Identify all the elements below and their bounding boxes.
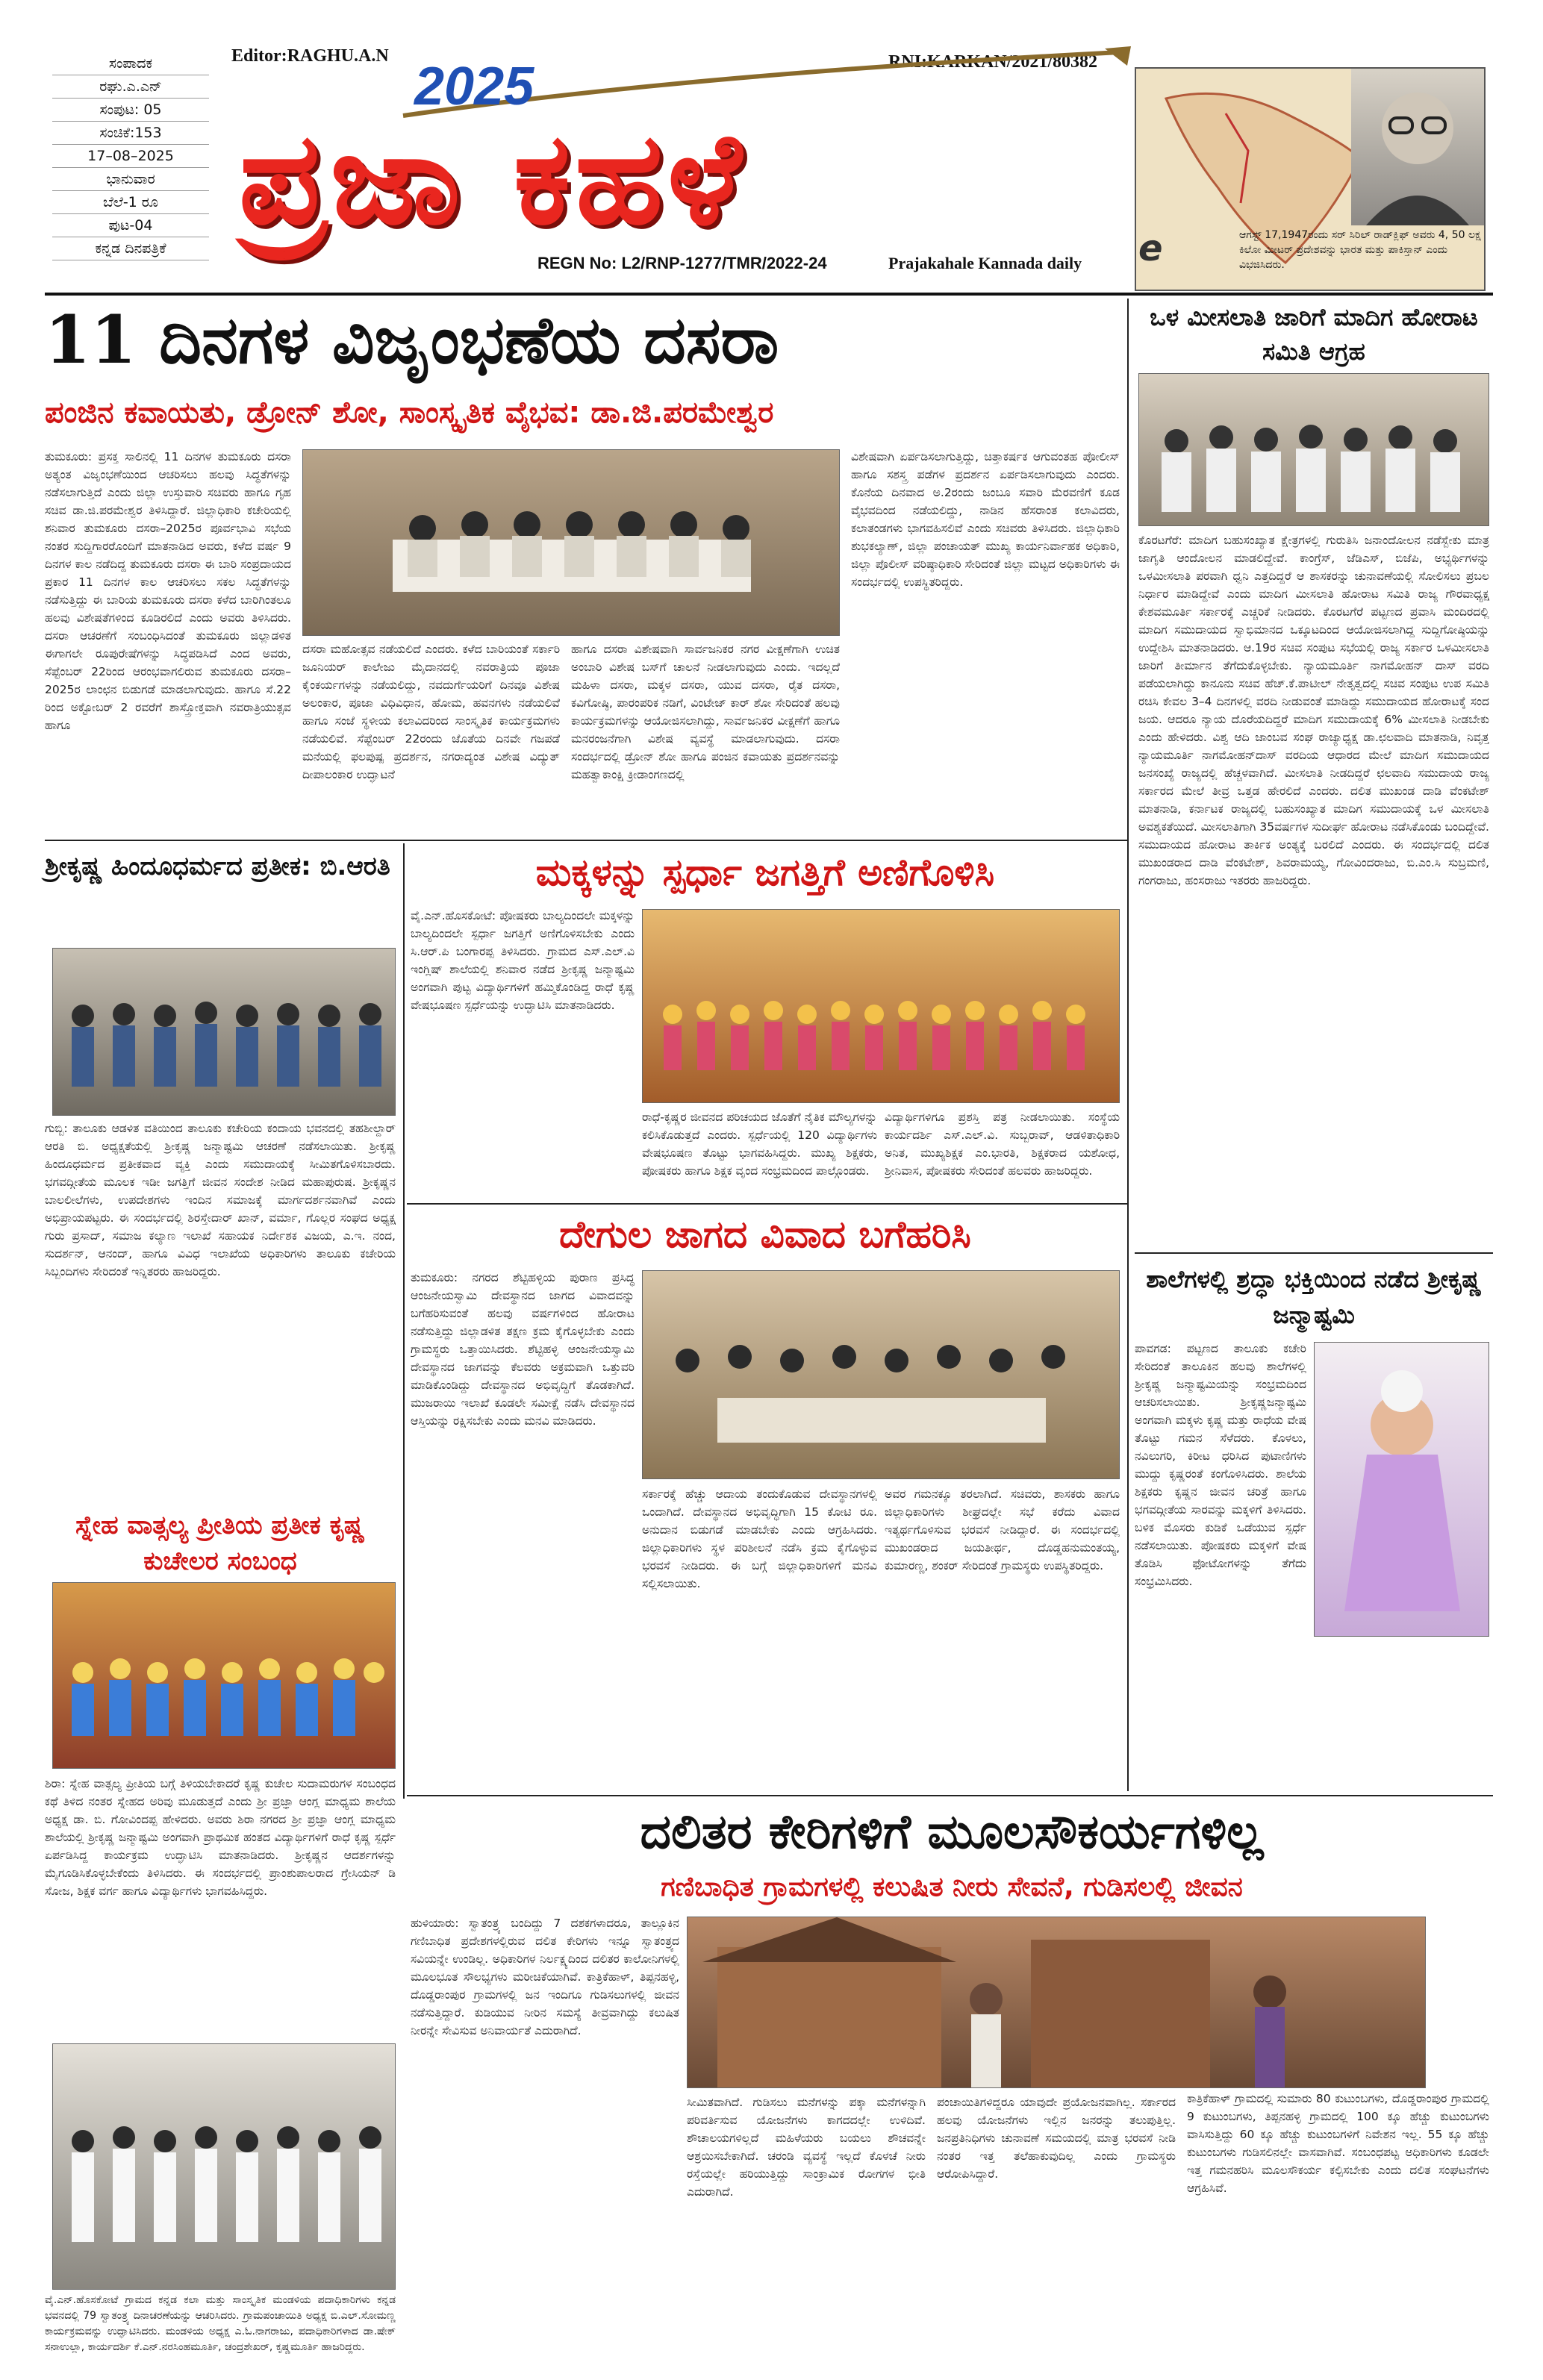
- lead-subhead: ಪಂಜಿನ ಕವಾಯತು, ಡ್ರೋನ್ ಶೋ, ಸಾಂಸ್ಕೃತಿಕ ವೈಭವ: ಡಾ.ಜಿ.ಪರಮೇಶ್ವರ: [45, 396, 774, 430]
- lead-headline: 11 ದಿನಗಳ ವಿಜೃಂಭಣೆಯ ದಸರಾ: [45, 301, 779, 378]
- dalit-col1: ಹುಳಿಯಾರು: ಸ್ವಾತಂತ್ರ್ಯ ಬಂದಿದ್ದು 7 ದಶಕಗಳಾದರೂ, ತಾಲ್ಲೂಕಿನ ಗಣಿಬಾಧಿತ ಪ್ರದೇಶಗಳಲ್ಲಿರುವ ದಲಿತ ಕೇರಿಗಳು ಇನ್ನೂ ಸ್ವಾತಂತ್ರ್ಯದ ಸವಿಯನ್ನೇ ಉಂಡಿಲ್ಲ. ಅಧಿಕಾರಿಗಳ ನಿರ್ಲಕ್ಷ್ಯದಿಂದ ದಲಿತರ ಕಾಲೋನಿಗಳಲ್ಲಿ ಮೂಲಭೂತ ಸೌಲಭ್ಯಗಳು ಮರೀಚಿಕೆಯಾಗಿವೆ. ಕಾತ್ರಿಕೆಹಾಳ್, ತಿಪ್ಪನಹಳ್ಳಿ, ದೊಡ್ಡರಾಂಪುರ ಗ್ರಾಮಗಳಲ್ಲಿ ಜನ ಇಂದಿಗೂ ಗುಡಿಸಲುಗಳಲ್ಲಿ ಜೀವನ ನಡೆಸುತ್ತಿದ್ದಾರೆ. ಕುಡಿಯುವ ನೀರಿನ ಸಮಸ್ಯೆ ತೀವ್ರವಾಗಿದ್ದು ಕಲುಷಿತ ನೀರನ್ನೇ ಸೇವಿಸುವ ಅನಿವಾರ್ಯತೆ ಎದುರಾಗಿದೆ.: [411, 1917, 679, 2037]
- kids-col2: ರಾಧೆ-ಕೃಷ್ಣರ ಜೀವನದ ಪರಿಚಯದ ಜೊತೆಗೆ ನೈತಿಕ ಮೌಲ್ಯಗಳನ್ನು ಕಲಿಸಿಕೊಡುತ್ತದೆ ಎಂದರು. ಸ್ಪರ್ಧೆಯಲ್ಲಿ 120 ವಿದ್ಯಾರ್ಥಿಗಳು ವೇಷಭೂಷಣ ತೊಟ್ಟು ಭಾಗವಹಿಸಿದ್ದರು. ಮುಖ್ಯ ಶಿಕ್ಷಕರು, ಪೋಷಕರು ಹಾಗೂ ಶಿಕ್ಷಕ ವೃಂದ ಸಂಭ್ರಮದಿಂದ ಪಾಲ್ಗೊಂಡರು.: [642, 1111, 877, 1178]
- group-illustration: [1139, 374, 1489, 526]
- meeting-photo: [302, 449, 840, 636]
- meta-line: ಪುಟ-04: [52, 214, 209, 237]
- lead-col3: ಹಾಗೂ ದಸರಾ ವಿಶೇಷವಾಗಿ ಸಾರ್ವಜನಿಕರ ನಗರ ವೀಕ್ಷಣೆಗಾಗಿ ಉಚಿತ ಅಂಬಾರಿ ವಿಶೇಷ ಬಸ್‌ಗೆ ಚಾಲನೆ ನೀಡಲಾಗುವುದು ಎಂದು. ಇದಲ್ಲದೆ ಮಹಿಳಾ ದಸರಾ, ಮಕ್ಕಳ ದಸರಾ, ಯುವ ದಸರಾ, ರೈತ ದಸರಾ, ಕವಿಗೋಷ್ಠಿ, ಪಾರಂಪರಿಕ ನಡಿಗೆ, ವಿಂಟೇಜ್ ಕಾರ್ ಶೋ ಸೇರಿದಂತೆ ಹಲವು ಕಾರ್ಯಕ್ರಮಗಳನ್ನು ಆಯೋಜಿಸಲಾಗಿದ್ದು, ಸಾರ್ವಜನಿಕರ ವೀಕ್ಷಣೆಗೆ ಹಾಗೂ ಮನರಂಜನೆಗಾಗಿ ವಿಶೇಷ ವ್ಯವಸ್ಥೆ ಮಾಡಲಾಗುವುದು. ದಸರಾ ಸಂದರ್ಭದಲ್ಲಿ ಡ್ರೋನ್ ಶೋ ಹಾಗೂ ಪಂಜಿನ ಕವಾಯತು ಪ್ರದರ್ಶನವನ್ನು ಮಹತ್ವಾಕಾಂಕ್ಷಿ ಕ್ರೀಡಾಂಗಣದಲ್ಲಿ: [571, 643, 840, 781]
- child-krishna-photo: [1314, 1342, 1489, 1637]
- column-divider: [1127, 299, 1129, 1791]
- friendship-headline: ಸ್ನೇಹ ವಾತ್ಸಲ್ಯ ಪ್ರೀತಿಯ ಪ್ರತೀಕ ಕೃಷ್ಣ ಕುಚೇಲರ ಸಂಬಂಧ: [75, 1511, 365, 1576]
- event-illustration: [53, 949, 396, 1116]
- school-stage-photo: [52, 1582, 396, 1769]
- aarati-body: ಗುಬ್ಬಿ: ತಾಲೂಕು ಆಡಳಿತ ವತಿಯಿಂದ ತಾಲೂಕು ಕಚೇರಿಯ ಕಂದಾಯ ಭವನದಲ್ಲಿ ತಹಶೀಲ್ದಾರ್ ಆರತಿ ಬಿ. ಅಧ್ಯಕ್ಷತೆಯಲ್ಲಿ ಶ್ರೀಕೃಷ್ಣ ಜನ್ಮಾಷ್ಟಮಿ ಆಚರಣೆ ನಡೆಸಲಾಯಿತು. ಶ್ರೀಕೃಷ್ಣ ಹಿಂದೂಧರ್ಮದ ಪ್ರತೀಕವಾದ ವ್ಯಕ್ತಿ ಎಂದು ಸಮುದಾಯಕ್ಕೆ ಸೀಮಿತಗೊಳಿಸಬಾರದು. ಭಗವದ್ಗೀತೆಯ ಮೂಲಕ ಇಡೀ ಜಗತ್ತಿಗೆ ಜೀವನ ಸಂದೇಶ ನೀಡಿದ ಮಹಾಪುರುಷ. ಶ್ರೀಕೃಷ್ಣನ ಬಾಲಲೀಲೆಗಳು, ಉಪದೇಶಗಳು ಇಂದಿನ ಸಮಾಜಕ್ಕೆ ಮಾರ್ಗದರ್ಶನವಾಗಿವೆ ಎಂದು ಅಭಿಪ್ರಾಯಪಟ್ಟರು. ಈ ಸಂದರ್ಭದಲ್ಲಿ ಶಿರಸ್ತೇದಾರ್ ಖಾನ್, ವರ್ಮಾ, ಗೊಲ್ಲರ ಸಂಘದ ಅಧ್ಯಕ್ಷ ಗುರು ಪ್ರಸಾದ್, ಸಮಾಜ ಕಲ್ಯಾಣ ಇಲಾಖೆ ಸಹಾಯಕ ನಿರ್ದೇಶಕ ವಿಜಯ, ಎ.ಇ. ನಂದ, ಸುದರ್ಶನ್, ಆನಂದ್, ಹಾಗೂ ವಿವಿಧ ಇಲಾಖೆಯ ಅಧಿಕಾರಿಗಳು ತಾಲೂಕು ಕಚೇರಿಯ ಸಿಬ್ಬಂದಿಗಳು ಸೇರಿದಂತೆ ಇನ್ನಿತರರು ಹಾಜರಿದ್ದರು.: [45, 1122, 396, 1278]
- e-logo-icon: e: [1138, 228, 1163, 269]
- lead-photo-caption: ದಸರಾ ಮಹೋತ್ಸವ ನಡೆಯಲಿದೆ ಎಂದರು. ಕಳೆದ ಬಾರಿಯಂತೆ ಸರ್ಕಾರಿ ಜೂನಿಯರ್ ಕಾಲೇಜು ಮೈದಾನದಲ್ಲಿ ನವರಾತ್ರಿಯ ಪೂಜಾ ಕೈಂಕರ್ಯಗಳನ್ನು ನಡೆಯಲಿದ್ದು, ನವದುರ್ಗೆಯರಿಗೆ ದಿನವೂ ವಿಶೇಷ ಅಲಂಕಾರ, ಪೂಜಾ ವಿಧಿವಿಧಾನ, ಹೋಮ, ಹವನಗಳು ನಡೆಯಲಿವೆ ಹಾಗೂ ಸಂಜೆ ಸ್ಥಳೀಯ ಕಲಾವಿದರಿಂದ ಸಾಂಸ್ಕೃತಿಕ ಕಾರ್ಯಕ್ರಮಗಳು ನಡೆಯಲಿವೆ. ಸೆಪ್ಟೆಂಬರ್ 22ರಂದು ಜೊತೆಯ ದಿನವೇ ಗಜಪಡೆ ಮನೆಯಲ್ಲಿ ಫಲಪುಷ್ಪ ಪ್ರದರ್ಶನ, ನಗರಾದ್ಯಂತ ವಿಶೇಷ ವಿದ್ಯುತ್ ದೀಪಾಲಂಕಾರ ಉದ್ಘಾಟನೆ: [302, 643, 560, 781]
- dalit-col4: ಕಾತ್ರಿಕೆಹಾಳ್ ಗ್ರಾಮದಲ್ಲಿ ಸುಮಾರು 80 ಕುಟುಂಬಗಳು, ದೊಡ್ಡರಾಂಪುರ ಗ್ರಾಮದಲ್ಲಿ 9 ಕುಟುಂಬಗಳು, ತಿಪ್ಪನಹಳ್ಳಿ ಗ್ರಾಮದಲ್ಲಿ 100 ಕ್ಕೂ ಹೆಚ್ಚು ಕುಟುಂಬಗಳು ವಾಸಿಸುತ್ತಿದ್ದು 60 ಕ್ಕೂ ಹೆಚ್ಚು ಕುಟುಂಬಗಳಿಗೆ ನಿವೇಶನ ಇಲ್ಲ. 55 ಕ್ಕೂ ಹೆಚ್ಚು ಕುಟುಂಬಗಳು ಗುಡಿಸಲಿನಲ್ಲೇ ವಾಸವಾಗಿವೆ. ಸಂಬಂಧಪಟ್ಟ ಅಧಿಕಾರಿಗಳು ಕೂಡಲೇ ಇತ್ತ ಗಮನಹರಿಸಿ ಮೂಲಸೌಕರ್ಯ ಕಲ್ಪಿಸಬೇಕು ಎಂದು ದಲಿತ ಸಂಘಟನೆಗಳು ಆಗ್ರಹಿಸಿವೆ.: [1187, 2092, 1489, 2195]
- portrait-illustration: [1351, 69, 1484, 225]
- krishna-event-photo: [52, 948, 396, 1116]
- dalit-subhead: ಗಣಿಬಾಧಿತ ಗ್ರಾಮಗಳಲ್ಲಿ ಕಲುಷಿತ ನೀರು ಸೇವನೆ, ಗುಡಿಸಲಲ್ಲಿ ಜೀವನ: [661, 1872, 1243, 1902]
- stage-illustration: [53, 1583, 396, 1769]
- rni-number: RNI:KARKAN/2021/80382: [888, 52, 1097, 72]
- meeting-illustration: [303, 450, 840, 636]
- registration-number: REGN No: L2/RNP-1277/TMR/2022-24: [537, 254, 827, 272]
- lead-col4: ವಿಶೇಷವಾಗಿ ಏರ್ಪಡಿಸಲಾಗುತ್ತಿದ್ದು, ಚಿತ್ತಾಕರ್ಷಕ ಆಗುವಂತಹ ಪೋಲೀಸ್ ಹಾಗೂ ಸಶಸ್ತ್ರ ಪಡೆಗಳ ಪ್ರದರ್ಶನ ಏರ್ಪಡಿಸಲಾಗುವುದು ಎಂದರು. ಕೊನೆಯ ದಿನವಾದ ಅ.2ರಂದು ಜಂಬೂ ಸವಾರಿ ಮೆರವಣಿಗೆ ಕೂಡ ವೈಭವದಿಂದ ನಡೆಯಲಿದ್ದು, ನಾಡಿನ ಹೆಸರಾಂತ ಕಲಾವಿದರು, ಕಲಾತಂಡಗಳು ಭಾಗವಹಿಸಲಿವೆ ಎಂದು ಸಚಿವರು ತಿಳಿಸಿದರು. ಜಿಲ್ಲಾಧಿಕಾರಿ ಶುಭಕಲ್ಯಾಣ್, ಜಿಲ್ಲಾ ಪಂಚಾಯತ್ ಮುಖ್ಯ ಕಾರ್ಯನಿರ್ವಾಹಕ ಅಧಿಕಾರಿ, ಜಿಲ್ಲಾ ಪೊಲೀಸ್ ವರಿಷ್ಠಾಧಿಕಾರಿ ಸೇರಿದಂತೆ ಜಿಲ್ಲಾ ಮಟ್ಟದ ಅಧಿಕಾರಿಗಳು ಈ ಸಂದರ್ಭದಲ್ಲಿ ಉಪಸ್ಥಿತರಿದ್ದರು.: [851, 450, 1120, 589]
- kids-col1: ವೈ.ಎನ್.ಹೊಸಕೋಟೆ: ಪೋಷಕರು ಬಾಲ್ಯದಿಂದಲೇ ಮಕ್ಕಳನ್ನು ಬಾಲ್ಯದಿಂದಲೇ ಸ್ಪರ್ಧಾ ಜಗತ್ತಿಗೆ ಅಣಿಗೊಳಿಸಬೇಕು ಎಂದು ಸಿ.ಆರ್.ಪಿ ಬಂಗಾರಪ್ಪ ತಿಳಿಸಿದರು. ಗ್ರಾಮದ ಎಸ್.ಎಲ್.ವಿ ಇಂಗ್ಲಿಷ್ ಶಾಲೆಯಲ್ಲಿ ಶನಿವಾರ ನಡೆದ ಶ್ರೀಕೃಷ್ಣ ಜನ್ಮಾಷ್ಟಮಿ ಅಂಗವಾಗಿ ಪುಟ್ಟ ವಿದ್ಯಾರ್ಥಿಗಳಿಗೆ ಹಮ್ಮಿಕೊಂಡಿದ್ದ ರಾಧೆ ಕೃಷ್ಣ ವೇಷಭೂಷಣ ಸ್ಪರ್ಧೆಯನ್ನು ಉದ್ಘಾಟಿಸಿ ಮಾತನಾಡಿದರು.: [411, 909, 635, 1012]
- village-hut-photo: [687, 1917, 1426, 2088]
- section-rule: [1135, 1252, 1493, 1254]
- section-rule: [407, 1203, 1127, 1205]
- meta-line: ಬೆಲೆ-1 ರೂ: [52, 191, 209, 214]
- janmashtami-headline: ಶಾಲೆಗಳಲ್ಲಿ ಶ್ರದ್ಧಾ ಭಕ್ತಿಯಿಂದ ನಡೆದ ಶ್ರೀಕೃಷ್ಣ ಜನ್ಮಾಷ್ಟಮಿ: [1146, 1265, 1482, 1329]
- lead-col1: ತುಮಕೂರು: ಪ್ರಸಕ್ತ ಸಾಲಿನಲ್ಲಿ 11 ದಿನಗಳ ತುಮಕೂರು ದಸರಾ ಅತ್ಯಂತ ವಿಜೃಂಭಣೆಯಿಂದ ಆಚರಿಸಲು ಹಲವು ಸಿದ್ಧತೆಗಳನ್ನು ನಡೆಸಲಾಗುತ್ತಿದೆ ಎಂದು ಜಿಲ್ಲಾ ಉಸ್ತುವಾರಿ ಸಚಿವರು ಹಾಗೂ ಗೃಹ ಸಚಿವ ಡಾ.ಜಿ.ಪರಮೇಶ್ವರ ತಿಳಿಸಿದ್ದಾರೆ. ಜಿಲ್ಲಾಧಿಕಾರಿ ಕಚೇರಿಯಲ್ಲಿ ಶನಿವಾರ ತುಮಕೂರು ದಸರಾ–2025ರ ಪೂರ್ವಭಾವಿ ಸಭೆಯ ನಂತರ ಸುದ್ದಿಗಾರರೊಂದಿಗೆ ಮಾತನಾಡಿದ ಅವರು, ಕಳೆದ ವರ್ಷ 9 ದಿನಗಳ ಕಾಲ ನಡೆದಿದ್ದ ತುಮಕೂರು ದಸರಾ ಈ ಬಾರಿ ಸಂಪ್ರದಾಯದ ಪ್ರಕಾರ 11 ದಿನಗಳ ಕಾಲ ಆಚರಿಸಲು ಸಕಲ ಸಿದ್ಧತೆಗಳನ್ನು ನಡೆಸುತ್ತಿದ್ದು ಈ ಬಾರಿಯ ತುಮಕೂರು ದಸರಾ ಕಳೆದ ಬಾರಿಗಿಂತಲೂ ಹಲವು ವಿಶೇಷತೆಗಳಿಂದ ಕೂಡಿರಲಿದೆ ಎಂದು ಅವರು ತಿಳಿಸಿದರು. ದಸರಾ ಆಚರಣೆಗೆ ಸಂಬಂಧಿಸಿದಂತೆ ತುಮಕೂರು ಜಿಲ್ಲಾಡಳಿತ ಈಗಾಗಲೇ ರೂಪುರೇಷೆಗಳನ್ನು ಸಿದ್ಧಪಡಿಸಿದೆ ಎಂದ ಅವರು, ಸೆಪ್ಟೆಂಬರ್ 22ರಿಂದ ಆರಂಭವಾಗಲಿರುವ ತುಮಕೂರು ದಸರಾ–2025ರ ಲಾಂಛನ ಬಿಡುಗಡೆ ಮಾಡಲಾಗುವುದು. ಹಾಗೂ ಸೆ.22 ರಿಂದ ಅಕ್ಟೋಬರ್ 2 ರವರೆಗೆ ಶಾಸ್ತ್ರೋಕ್ತವಾಗಿ ನವರಾತ್ರಿಯುತ್ಸವ ಹಾಗೂ: [45, 450, 291, 732]
- dalit-col3: ಪಂಚಾಯಿತಿಗಳಿದ್ದರೂ ಯಾವುದೇ ಪ್ರಯೋಜನವಾಗಿಲ್ಲ. ಸರ್ಕಾರದ ಹಲವು ಯೋಜನೆಗಳು ಇಲ್ಲಿನ ಜನರನ್ನು ತಲುಪುತ್ತಿಲ್ಲ. ಜನಪ್ರತಿನಿಧಿಗಳು ಚುನಾವಣೆ ಸಮಯದಲ್ಲಿ ಮಾತ್ರ ಭರವಸೆ ನೀಡಿ ನಂತರ ಇತ್ತ ತಲೆಹಾಕುವುದಿಲ್ಲ ಎಂದು ಗ್ರಾಮಸ್ಥರು ಆರೋಪಿಸಿದ್ದಾರೆ.: [937, 2096, 1176, 2181]
- newspaper-title: ಪ್ರಜಾ ಕಹಳೆ: [239, 105, 746, 253]
- independence-body: ವೈ.ಎನ್.ಹೊಸಕೋಟೆ ಗ್ರಾಮದ ಕನ್ನಡ ಕಲಾ ಮತ್ತು ಸಾಂಸ್ಕೃತಿಕ ಮಂಡಳಿಯ ಪದಾಧಿಕಾರಿಗಳು ಕನ್ನಡ ಭವನದಲ್ಲಿ 79 ಸ್ವಾತಂತ್ರ್ಯ ದಿನಾಚರಣೆಯನ್ನು ಆಚರಿಸಿದರು. ಗ್ರಾಮಪಂಚಾಯಿತಿ ಅಧ್ಯಕ್ಷ ಬಿ.ಎಲ್.ಸೋಮಣ್ಣ ಕಾರ್ಯಕ್ರಮವನ್ನು ಉದ್ಘಾಟಿಸಿದರು. ಮಂಡಳಿಯ ಅಧ್ಯಕ್ಷ ಎ.ಓ.ನಾಗರಾಜು, ಪದಾಧಿಕಾರಿಗಳಾದ ಡಾ.ಷೇಕ್ ಸನಾಉಲ್ಲಾ, ಕಾರ್ಯದರ್ಶಿ ಕೆ.ಎನ್.ನರಸಿಂಹಮೂರ್ತಿ, ಚಂದ್ರಶೇಖರ್, ಕೃಷ್ಣಮೂರ್ತಿ ಹಾಜರಿದ್ದರು.: [45, 2294, 396, 2353]
- meta-line: ಸಂಪಾದಕ: [52, 52, 209, 75]
- section-rule: [45, 840, 1127, 841]
- section-rule: [407, 1795, 1493, 1796]
- village-illustration: [688, 1917, 1426, 2088]
- meta-line: ಭಾನುವಾರ: [52, 168, 209, 191]
- column-divider: [403, 843, 405, 1799]
- dalit-col2: ಸೀಮಿತವಾಗಿದೆ. ಗುಡಿಸಲು ಮನೆಗಳನ್ನು ಪಕ್ಕಾ ಮನೆಗಳನ್ನಾಗಿ ಪರಿವರ್ತಿಸುವ ಯೋಜನೆಗಳು ಕಾಗದದಲ್ಲೇ ಉಳಿದಿವೆ. ಶೌಚಾಲಯಗಳಿಲ್ಲದೆ ಮಹಿಳೆಯರು ಬಯಲು ಶೌಚವನ್ನೇ ಆಶ್ರಯಿಸಬೇಕಾಗಿದೆ. ಚರಂಡಿ ವ್ಯವಸ್ಥೆ ಇಲ್ಲದೆ ಕೊಳಚೆ ನೀರು ರಸ್ತೆಯಲ್ಲೇ ಹರಿಯುತ್ತಿದ್ದು ಸಾಂಕ್ರಾಮಿಕ ರೋಗಗಳ ಭೀತಿ ಎದುರಾಗಿದೆ.: [687, 2096, 926, 2199]
- temple-illustration: [643, 1271, 1120, 1479]
- protest-committee-photo: [1138, 373, 1489, 526]
- temple-col2: ಸರ್ಕಾರಕ್ಕೆ ಹೆಚ್ಚು ಆದಾಯ ತಂದುಕೊಡುವ ದೇವಸ್ಥಾನಗಳಲ್ಲಿ ಒಂದಾಗಿದೆ. ದೇವಸ್ಥಾನದ ಅಭಿವೃದ್ಧಿಗಾಗಿ 15 ಕೋಟಿ ರೂ. ಅನುದಾನ ಬಿಡುಗಡೆ ಮಾಡಬೇಕು ಎಂದು ಆಗ್ರಹಿಸಿದರು. ಜಿಲ್ಲಾಧಿಕಾರಿಗಳು ಸ್ಥಳ ಪರಿಶೀಲನೆ ನಡೆಸಿ ಕ್ರಮ ಕೈಗೊಳ್ಳುವ ಭರವಸೆ ನೀಡಿದರು. ಈ ಬಗ್ಗೆ ಜಿಲ್ಲಾಧಿಕಾರಿಗಳಿಗೆ ಮನವಿ ಸಲ್ಲಿಸಲಾಯಿತು.: [642, 1487, 877, 1590]
- kids-headline: ಮಕ್ಕಳನ್ನು ಸ್ಪರ್ಧಾ ಜಗತ್ತಿಗೆ ಅಣಿಗೊಳಿಸಿ: [535, 851, 995, 894]
- masthead-rule: [45, 293, 1493, 296]
- independence-illustration: [53, 2044, 396, 2290]
- dalit-headline: ದಲಿತರ ಕೇರಿಗಳಿಗೆ ಮೂಲಸೌಕರ್ಯಗಳಿಲ್ಲ: [640, 1805, 1264, 1860]
- editor-line: Editor:RAGHU.A.N: [231, 46, 389, 66]
- issue-meta: [52, 52, 209, 260]
- meta-line: ಸಂಚಿಕೆ:153: [52, 122, 209, 145]
- kids-col3: ವಿದ್ಯಾರ್ಥಿಗಳಿಗೂ ಪ್ರಶಸ್ತಿ ಪತ್ರ ನೀಡಲಾಯಿತು. ಸಂಸ್ಥೆಯ ಕಾರ್ಯದರ್ಶಿ ಎಸ್.ಎಲ್.ವಿ. ಸುಬ್ಬರಾವ್, ಆಡಳಿತಾಧಿಕಾರಿ ಅನಿತ, ಮುಖ್ಯಶಿಕ್ಷಕ ಎಂ.ಭಾರತಿ, ಶಿಕ್ಷಕರಾದ ಯಶೋಧ, ಶ್ರೀನಿವಾಸ, ಪೋಷಕರು ಸೇರಿದಂತೆ ಹಲವರು ಹಾಜರಿದ್ದರು.: [885, 1111, 1120, 1178]
- kids-illustration: [643, 910, 1120, 1103]
- meta-line: ಕನ್ನಡ ದಿನಪತ್ರಿಕೆ: [52, 237, 209, 260]
- friendship-body: ಶಿರಾ: ಸ್ನೇಹ ವಾತ್ಸಲ್ಯ ಪ್ರೀತಿಯ ಬಗ್ಗೆ ತಿಳಿಯಬೇಕಾದರೆ ಕೃಷ್ಣ ಕುಚೇಲ ಸುದಾಮರುಗಳ ಸಂಬಂಧದ ಕಥೆ ತಿಳಿದ ನಂತರ ಸ್ನೇಹದ ಅರಿವು ಮೂಡುತ್ತದೆ ಎಂದು ಶ್ರೀ ಪ್ರಜ್ಞಾ ಆಂಗ್ಲ ಮಾಧ್ಯಮ ಶಾಲೆಯ ಅಧ್ಯಕ್ಷ ಡಾ. ಬಿ. ಗೋವಿಂದಪ್ಪ ಹೇಳಿದರು. ಅವರು ಶಿರಾ ನಗರದ ಶ್ರೀ ಪ್ರಜ್ಞಾ ಆಂಗ್ಲ ಮಾಧ್ಯಮ ಶಾಲೆಯಲ್ಲಿ ಶ್ರೀಕೃಷ್ಣ ಜನ್ಮಾಷ್ಟಮಿ ಅಂಗವಾಗಿ ಪ್ರಾಥಮಿಕ ಹಂತದ ವಿದ್ಯಾರ್ಥಿಗಳಿಗೆ ರಾಧೆ ಕೃಷ್ಣ ಸ್ಪರ್ಧೆ ಏರ್ಪಡಿಸಿದ್ದ ಕಾರ್ಯಕ್ರಮ ಉದ್ಘಾಟಿಸಿ ಮಾತನಾಡಿದರು. ಶ್ರೀಕೃಷ್ಣನ ಆದರ್ಶಗಳನ್ನು ಮೈಗೂಡಿಸಿಕೊಳ್ಳಬೇಕೆಂದು ತಿಳಿಸಿದರು. ಈ ಸಂದರ್ಭದಲ್ಲಿ ಪ್ರಾಂಶುಪಾಲರಾದ ಗ್ರೇಸಿಯನ್ ಡಿ ಸೋಜ, ಶಿಕ್ಷಕ ವರ್ಗ ಹಾಗೂ ವಿದ್ಯಾರ್ಥಿಗಳು ಭಾಗವಹಿಸಿದ್ದರು.: [45, 1777, 396, 1898]
- kids-competition-photo: [642, 909, 1120, 1103]
- temple-col3: ಅವರ ಗಮನಕ್ಕೂ ತರಲಾಗಿದೆ. ಸಚಿವರು, ಶಾಸಕರು ಹಾಗೂ ಜಿಲ್ಲಾಧಿಕಾರಿಗಳು ಶೀಘ್ರದಲ್ಲೇ ಸಭೆ ಕರೆದು ವಿವಾದ ಇತ್ಯರ್ಥಗೊಳಿಸುವ ಭರವಸೆ ನೀಡಿದ್ದಾರೆ. ಈ ಸಂದರ್ಭದಲ್ಲಿ ಮುಖಂಡರಾದ ಜಯತೀರ್ಥ, ದೊಡ್ಡಹನುಮಂತಯ್ಯ, ಕುಮಾರಣ್ಣ, ಶಂಕರ್ ಸೇರಿದಂತೆ ಗ್ರಾಮಸ್ಥರು ಉಪಸ್ಥಿತರಿದ್ದರು.: [885, 1487, 1120, 1572]
- independence-day-photo: [52, 2043, 396, 2290]
- aarati-headline: ಶ್ರೀಕೃಷ್ಣ ಹಿಂದೂಧರ್ಮದ ಪ್ರತೀಕ: ಬಿ.ಆರತಿ: [45, 852, 390, 881]
- temple-headline: ದೇಗುಲ ಜಾಗದ ವಿವಾದ ಬಗೆಹರಿಸಿ: [559, 1213, 971, 1256]
- map-caption: ಆಗಸ್ಟ್ 17,1947ರಂದು ಸರ್ ಸಿರಿಲ್ ರಾಡ್‌ಕ್ಲಿಫ್ ಅವರು 4, 50 ಲಕ್ಷ ಕಿಲೋ ಮೀಟರ್ ಪ್ರದೇಶವನ್ನು ಭಾರತ ಮತ್ತು ಪಾಕಿಸ್ತಾನ್ ಎಂದು ವಿಭಜಿಸಿದರು.: [1239, 229, 1481, 271]
- child-illustration: [1315, 1343, 1489, 1637]
- temple-col1: ತುಮಕೂರು: ನಗರದ ಶೆಟ್ಟಿಹಳ್ಳಿಯ ಪುರಾಣ ಪ್ರಸಿದ್ಧ ಆಂಜನೇಯಸ್ವಾಮಿ ದೇವಸ್ಥಾನದ ಜಾಗದ ವಿವಾದವನ್ನು ಬಗೆಹರಿಸುವಂತೆ ಹಲವು ವರ್ಷಗಳಿಂದ ಹೋರಾಟ ನಡೆಸುತ್ತಿದ್ದು ಜಿಲ್ಲಾಡಳಿತ ತಕ್ಷಣ ಕ್ರಮ ಕೈಗೊಳ್ಳಬೇಕು ಎಂದು ಗ್ರಾಮಸ್ಥರು ಒತ್ತಾಯಿಸಿದರು. ಶೆಟ್ಟಿಹಳ್ಳಿ ಆಂಜನೇಯಸ್ವಾಮಿ ದೇವಸ್ಥಾನದ ಜಾಗವನ್ನು ಕೆಲವರು ಅಕ್ರಮವಾಗಿ ಒತ್ತುವರಿ ಮಾಡಿಕೊಂಡಿದ್ದು ದೇವಸ್ಥಾನದ ಅಭಿವೃದ್ಧಿಗೆ ತೊಡಕಾಗಿದೆ. ಮುಜರಾಯಿ ಇಲಾಖೆ ಕೂಡಲೇ ಸಮೀಕ್ಷೆ ನಡೆಸಿ ದೇವಸ್ಥಾನದ ಆಸ್ತಿಯನ್ನು ರಕ್ಷಿಸಬೇಕು ಎಂದು ಮನವಿ ಮಾಡಿದರು.: [411, 1271, 635, 1428]
- tagline: Prajakahale Kannada daily: [888, 254, 1082, 272]
- year-text: 2025: [414, 57, 534, 116]
- meta-line: 17–08–2025: [52, 145, 209, 168]
- reservation-headline: ಒಳ ಮೀಸಲಾತಿ ಜಾರಿಗೆ ಮಾದಿಗ ಹೋರಾಟ ಸಮಿತಿ ಆಗ್ರಹ: [1150, 303, 1478, 366]
- reservation-body: ಕೊರಟಗೆರೆ: ಮಾದಿಗ ಬಹುಸಂಖ್ಯಾತ ಕ್ಷೇತ್ರಗಳಲ್ಲಿ ಗುರುತಿಸಿ ಜನಾಂದೋಲನ ನಡೆಸ್ಬೇಕು ಮಾತ್ರ ಜಾಗೃತಿ ಆಂದೋಲನ ಮಾಡಲಿದ್ದೇವೆ. ಕಾಂಗ್ರೆಸ್, ಜೆಡಿಎಸ್, ಬಿಜೆಪಿ, ಅಭ್ಯರ್ಥಿಗಳನ್ನು ಒಳಮೀಸಲಾತಿ ಪರವಾಗಿ ಧ್ವನಿ ಎತ್ತದಿದ್ದರೆ ಆ ಶಾಸಕರನ್ನು ಚುನಾವಣೆಯಲ್ಲಿ ಸೋಲಿಸಲು ಪ್ರಬಲ ನಿರ್ಧಾರ ಮಾಡಿದ್ದೇವೆ ಎಂದು ಮಾದಿಗ ಮೀಸಲಾತಿ ಹೋರಾಟ ಸಮಿತಿ ರಾಜ್ಯ ಗೌರವಾಧ್ಯಕ್ಷ ಕೇಶವಮೂರ್ತಿ ಸರ್ಕಾರಕ್ಕೆ ಎಚ್ಚರಿಕೆ ನೀಡಿದರು. ಕೊರಟಗೆರೆ ಪಟ್ಟಣದ ಪ್ರವಾಸಿ ಮಂದಿರದಲ್ಲಿ ಮಾದಿಗ ಸಮುದಾಯದ ಸ್ವಾಭಿಮಾನದ ಒಕ್ಕೂಟದಿಂದ ಆಯೋಜಿಸಲಾಗಿದ್ದ ಸುದ್ದಿಗೋಷ್ಠಿಯನ್ನು ಉದ್ದೇಶಿಸಿ ಮಾತನಾಡಿದರು. ಆ.19ರ ಸಚಿವ ಸಂಪುಟ ಸಭೆಯಲ್ಲಿ ರಾಜ್ಯ ಸರ್ಕಾರ ಒಳಮೀಸಲಾತಿ ಜಾರಿಗೆ ತೀರ್ಮಾನ ತೆಗೆದುಕೊಳ್ಳಬೇಕು. ನ್ಯಾಯಮೂರ್ತಿ ನಾಗಮೋಹನ್ ದಾಸ್ ವರದಿ ಪಡೆಯಲಾಗಿದ್ದು ಕಾನೂನು ಸಚಿವ ಹೆಚ್.ಕೆ.ಪಾಟೀಲ್ ನೇತೃತ್ವದಲ್ಲಿ ಸಚಿವ ಸಂಪುಟ ಉಪ ಸಮಿತಿ ರಚಿಸಿ ಕೇವಲ 3–4 ದಿನಗಳಲ್ಲಿ ವರದಿ ನೀಡುವಂತೆ ಮಾಡಿದ್ದು ಸಮುದಾಯದ ಹೋರಾಟಕ್ಕೆ ಸಂದ ಜಯ. ಆದರೂ ನ್ಯಾಯ ದೊರೆಯದಿದ್ದರೆ ಮಾದಿಗ ಸಮುದಾಯಕ್ಕೆ 6% ಮೀಸಲಾತಿ ನೀಡಬೇಕು ಎಂದು ಹೇಳಿದರು. ವಿಶ್ವ ಆದಿ ಜಾಂಬವ ಸಂಘ ರಾಜ್ಯಾಧ್ಯಕ್ಷ ಡಾ.ಛಲವಾದಿ ಮಾತನಾಡಿ, ನಿವೃತ್ತ ನ್ಯಾಯಮೂರ್ತಿ ನಾಗಮೋಹನ್‌ದಾಸ್ ವರದಿಯ ಆಧಾರದ ಮೇಲೆ ಮಾದಿಗ ಸಮುದಾಯದ ಜನಸಂಖ್ಯೆ ರಾಜ್ಯದಲ್ಲಿ ಹೆಚ್ಚಳವಾಗಿದೆ. ಮೀಸಲಾತಿ ನೀಡದಿದ್ದರೆ ಛಲವಾದಿ ಸಮುದಾಯ ರಾಜ್ಯ ಸರ್ಕಾರದ ಮೇಲೆ ತೀವ್ರ ಒತ್ತಡ ಹೇರಲಿದೆ ಎಂದರು. ದಲಿತ ಮುಖಂಡ ದಾಡಿ ವೆಂಕಟೇಶ್ ಮಾತನಾಡಿ, ಕರ್ನಾಟಕ ರಾಜ್ಯದಲ್ಲಿ ಬಹುಸಂಖ್ಯಾತ ಮಾದಿಗ ಸಮುದಾಯಕ್ಕೆ ಒಳ ಮೀಸಲಾತಿ ಅವಶ್ಯಕತೆಯಿದೆ. ಮೀಸಲಾತಿಗಾಗಿ 35ವರ್ಷಗಳ ಸುದೀರ್ಘ ಹೋರಾಟ ನಡೆಸಿಕೊಂಡು ಬಂದಿದ್ದೇವೆ. ಸಮುದಾಯದ ಹೋರಾಟ ತಾರ್ಕಿಕ ಅಂತ್ಯಕ್ಕೆ ಬರಲಿದೆ ಎಂದರು. ಈ ಸಂದರ್ಭದಲ್ಲಿ ದಲಿತ ಮುಖಂಡರಾದ ದಾಡಿ ವೆಂಕಟೇಶ್, ಶಿವರಾಮಯ್ಯ, ಗೋವಿಂದರಾಜು, ಬಿ.ಎಂ.ಸಿ ಸುಬ್ರಮಣಿ, ಗಂಗರಾಜು, ಹಂಸರಾಜು ಇತರರು ಹಾಜರಿದ್ದರು.: [1138, 534, 1489, 887]
- meta-line: ರಘು.ಎ.ಎನ್: [52, 75, 209, 99]
- janmashtami-body: ಪಾವಗಡ: ಪಟ್ಟಣದ ತಾಲೂಕು ಕಚೇರಿ ಸೇರಿದಂತೆ ತಾಲೂಕಿನ ಹಲವು ಶಾಲೆಗಳಲ್ಲಿ ಶ್ರೀಕೃಷ್ಣ ಜನ್ಮಾಷ್ಟಮಿಯನ್ನು ಸಂಭ್ರಮದಿಂದ ಆಚರಿಸಲಾಯಿತು. ಶ್ರೀಕೃಷ್ಣಜನ್ಮಾಷ್ಟಮಿ ಅಂಗವಾಗಿ ಮಕ್ಕಳು ಕೃಷ್ಣ ಮತ್ತು ರಾಧೆಯ ವೇಷ ತೊಟ್ಟು ಗಮನ ಸೆಳೆದರು. ಕೊಳಲು, ನವಿಲುಗರಿ, ಕಿರೀಟ ಧರಿಸಿದ ಪುಟಾಣಿಗಳು ಮುದ್ದು ಕೃಷ್ಣರಂತೆ ಕಂಗೊಳಿಸಿದರು. ಶಾಲೆಯ ಶಿಕ್ಷಕರು ಕೃಷ್ಣನ ಜೀವನ ಚರಿತ್ರೆ ಹಾಗೂ ಭಗವದ್ಗೀತೆಯ ಸಾರವನ್ನು ಮಕ್ಕಳಿಗೆ ತಿಳಿಸಿದರು. ಬಳಿಕ ಮೊಸರು ಕುಡಿಕೆ ಒಡೆಯುವ ಸ್ಪರ್ಧೆ ನಡೆಸಲಾಯಿತು. ಪೋಷಕರು ಮಕ್ಕಳಿಗೆ ವೇಷ ತೊಡಿಸಿ ಫೋಟೋಗಳನ್ನು ತೆಗೆದು ಸಂಭ್ರಮಿಸಿದರು.: [1135, 1342, 1306, 1588]
- portrait-photo: [1351, 69, 1484, 225]
- meta-line: ಸಂಪುಟ: 05: [52, 99, 209, 122]
- temple-meeting-photo: [642, 1270, 1120, 1479]
